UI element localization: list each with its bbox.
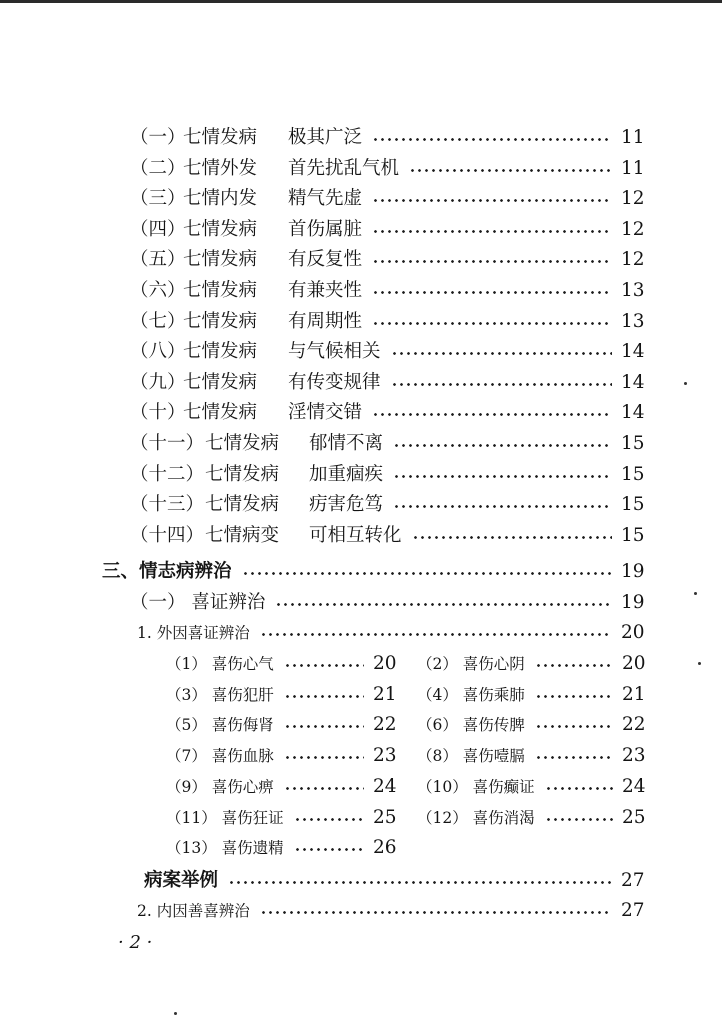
entry-category: 七情发病 (183, 249, 258, 271)
sub-entry (0, 743, 722, 769)
entry-title: 极其广泛 (288, 127, 363, 148)
dot-leader (412, 536, 612, 539)
scan-speck (684, 382, 687, 385)
toc-entry (0, 217, 722, 243)
entry-number: （九） (130, 371, 186, 393)
entry-category: 七情发病 (183, 402, 258, 424)
cases-label: 病案举例 (144, 870, 219, 891)
sub-entry-page: 22 (622, 714, 646, 736)
dot-leader (409, 169, 612, 172)
section-label: 三、情志病辨治 (102, 561, 232, 582)
subsection-row (0, 590, 722, 616)
entry-page: 14 (621, 402, 645, 424)
dot-leader (393, 475, 612, 478)
entry-number: （十三） (130, 494, 205, 516)
sub-entry-page: 25 (373, 806, 397, 828)
entry-page: 12 (621, 218, 645, 240)
entry-category: 七情发病 (183, 371, 258, 393)
entry-page: 15 (621, 433, 645, 454)
toc-entry (0, 431, 722, 457)
toc-entry (0, 309, 722, 335)
sub-entry-label: （2） 喜伤心阴 (417, 655, 525, 673)
sub-entry-label: （1） 喜伤心气 (166, 655, 274, 673)
entry-page: 14 (621, 341, 645, 363)
sub-entry-page: 22 (373, 714, 397, 736)
entry-category: 七情发病 (183, 127, 258, 148)
entry-page: 11 (621, 157, 645, 179)
subsection-page: 19 (621, 592, 645, 613)
toc-entry (0, 186, 722, 212)
dot-leader (260, 911, 612, 914)
dot-leader (391, 352, 612, 355)
dot-leader (393, 444, 612, 447)
dot-leader (228, 881, 612, 884)
entry-title: 有兼夹性 (288, 280, 363, 301)
dot-leader (372, 260, 612, 263)
dot-leader (372, 413, 612, 416)
sub-entry-label: （9） 喜伤心痹 (166, 777, 274, 796)
dot-leader (242, 572, 612, 575)
entry-title: 有周期性 (288, 310, 363, 332)
dot-leader (372, 230, 612, 233)
section-row (0, 559, 722, 585)
sub-entry (0, 835, 722, 861)
dot-leader (535, 695, 613, 698)
entry-category: 七情发病 (183, 341, 258, 363)
entry-number: （十二） (130, 463, 205, 485)
sub-entry-page: 24 (622, 775, 646, 797)
dot-leader (372, 138, 612, 141)
item2-label: 2. 内因善喜辨治 (137, 902, 250, 920)
toc-entry (0, 492, 722, 518)
sub-entry (0, 774, 722, 800)
sub-entry-label: （5） 喜伤侮肾 (166, 716, 274, 735)
toc-entry (0, 156, 722, 182)
entry-number: （十一） (130, 433, 205, 454)
sub-entry-label: （11） 喜伤狂证 (166, 808, 284, 827)
entry-number: （五） (130, 249, 186, 271)
dot-leader (372, 322, 612, 325)
dot-leader (275, 603, 612, 606)
subsection-label: （一） 喜证辨治 (130, 592, 266, 613)
sub-entry-label: （6） 喜伤传脾 (417, 716, 525, 735)
entry-category: 七情发病 (205, 433, 280, 454)
entry-number: （四） (130, 218, 186, 240)
page-number-footer: · 2 · (118, 932, 153, 953)
scan-speck (694, 592, 697, 595)
entry-number: （八） (130, 341, 186, 363)
scan-speck (698, 662, 701, 665)
sub-entry (0, 805, 722, 831)
toc-entry (0, 278, 722, 304)
entry-category: 七情病变 (205, 524, 280, 546)
dot-leader (391, 383, 612, 386)
toc-entry (0, 523, 722, 549)
toc-entry (0, 462, 722, 488)
item1-page: 20 (621, 622, 645, 643)
entry-title: 加重痼疾 (309, 463, 384, 485)
item1-label: 1. 外因喜证辨治 (137, 624, 250, 642)
toc-entry (0, 400, 722, 426)
item2-page: 27 (621, 900, 645, 921)
entry-category: 七情发病 (183, 310, 258, 332)
dot-leader (545, 818, 613, 821)
cases-row (0, 868, 722, 894)
sub-entry (0, 651, 722, 677)
entry-title: 郁情不离 (309, 433, 384, 454)
entry-page: 13 (621, 280, 645, 301)
sub-entry-page: 20 (622, 653, 646, 674)
sub-entry-label: （3） 喜伤犯肝 (166, 685, 274, 704)
sub-entry-page: 25 (622, 806, 646, 828)
dot-leader (372, 199, 612, 202)
sub-entry-label: （10） 喜伤癫证 (417, 777, 535, 796)
entry-category: 七情外发 (183, 157, 258, 179)
entry-title: 淫情交错 (288, 402, 363, 424)
sub-entry-label: （7） 喜伤血脉 (166, 747, 274, 766)
entry-page: 15 (621, 463, 645, 485)
sub-entry-label: （12） 喜伤消渴 (417, 808, 535, 827)
entry-number: （三） (130, 188, 186, 210)
dot-leader (545, 787, 613, 790)
sub-entry-page: 21 (622, 683, 646, 705)
dot-leader (260, 633, 612, 636)
entry-title: 首伤属脏 (288, 218, 363, 240)
entry-number: （六） (130, 280, 186, 301)
entry-number: （七） (130, 310, 186, 332)
entry-title: 可相互转化 (309, 524, 402, 546)
sub-entry-label: （8） 喜伤噎膈 (417, 747, 525, 766)
sub-entry-page: 23 (373, 745, 397, 767)
dot-leader (372, 291, 612, 294)
sub-entry-page: 23 (622, 745, 646, 767)
entry-page: 13 (621, 310, 645, 332)
entry-number: （十四） (130, 524, 205, 546)
entry-number: （一） (130, 127, 186, 148)
toc-entry (0, 247, 722, 273)
toc-entry (0, 339, 722, 365)
entry-title: 有反复性 (288, 249, 363, 271)
sub-entry (0, 712, 722, 738)
section-page: 19 (621, 561, 645, 582)
entry-page: 15 (621, 524, 645, 546)
sub-entry-page: 24 (373, 775, 397, 797)
entry-title: 与气候相关 (288, 341, 381, 363)
entry-page: 12 (621, 249, 645, 271)
dot-leader (294, 848, 364, 851)
entry-title: 首先扰乱气机 (288, 157, 400, 179)
entry-number: （二） (130, 157, 186, 179)
sub-entry (0, 682, 722, 708)
item2-row (0, 898, 722, 924)
entry-title: 有传变规律 (288, 371, 381, 393)
cases-page: 27 (621, 870, 645, 891)
dot-leader (535, 725, 613, 728)
entry-category: 七情发病 (205, 463, 280, 485)
dot-leader (535, 664, 613, 667)
entry-title: 疠害危笃 (309, 494, 384, 516)
entry-number: （十） (130, 402, 186, 424)
sub-entry-page: 26 (373, 837, 397, 859)
sub-entry-label: （4） 喜伤乘肺 (417, 685, 525, 704)
dot-leader (535, 756, 613, 759)
entry-title: 精气先虚 (288, 188, 363, 210)
top-border-line (0, 0, 722, 3)
entry-page: 12 (621, 188, 645, 210)
toc-entry (0, 125, 722, 151)
sub-entry-label: （13） 喜伤遗精 (166, 839, 284, 858)
scan-speck (174, 1012, 177, 1015)
item1-row (0, 620, 722, 646)
entry-category: 七情发病 (205, 494, 280, 516)
toc-entry (0, 370, 722, 396)
entry-page: 11 (621, 127, 645, 148)
entry-page: 15 (621, 494, 645, 516)
dot-leader (393, 505, 612, 508)
entry-category: 七情发病 (183, 218, 258, 240)
entry-category: 七情内发 (183, 188, 258, 210)
entry-page: 14 (621, 371, 645, 393)
entry-category: 七情发病 (183, 280, 258, 301)
sub-entry-page: 20 (373, 653, 397, 674)
sub-entry-page: 21 (373, 683, 397, 705)
